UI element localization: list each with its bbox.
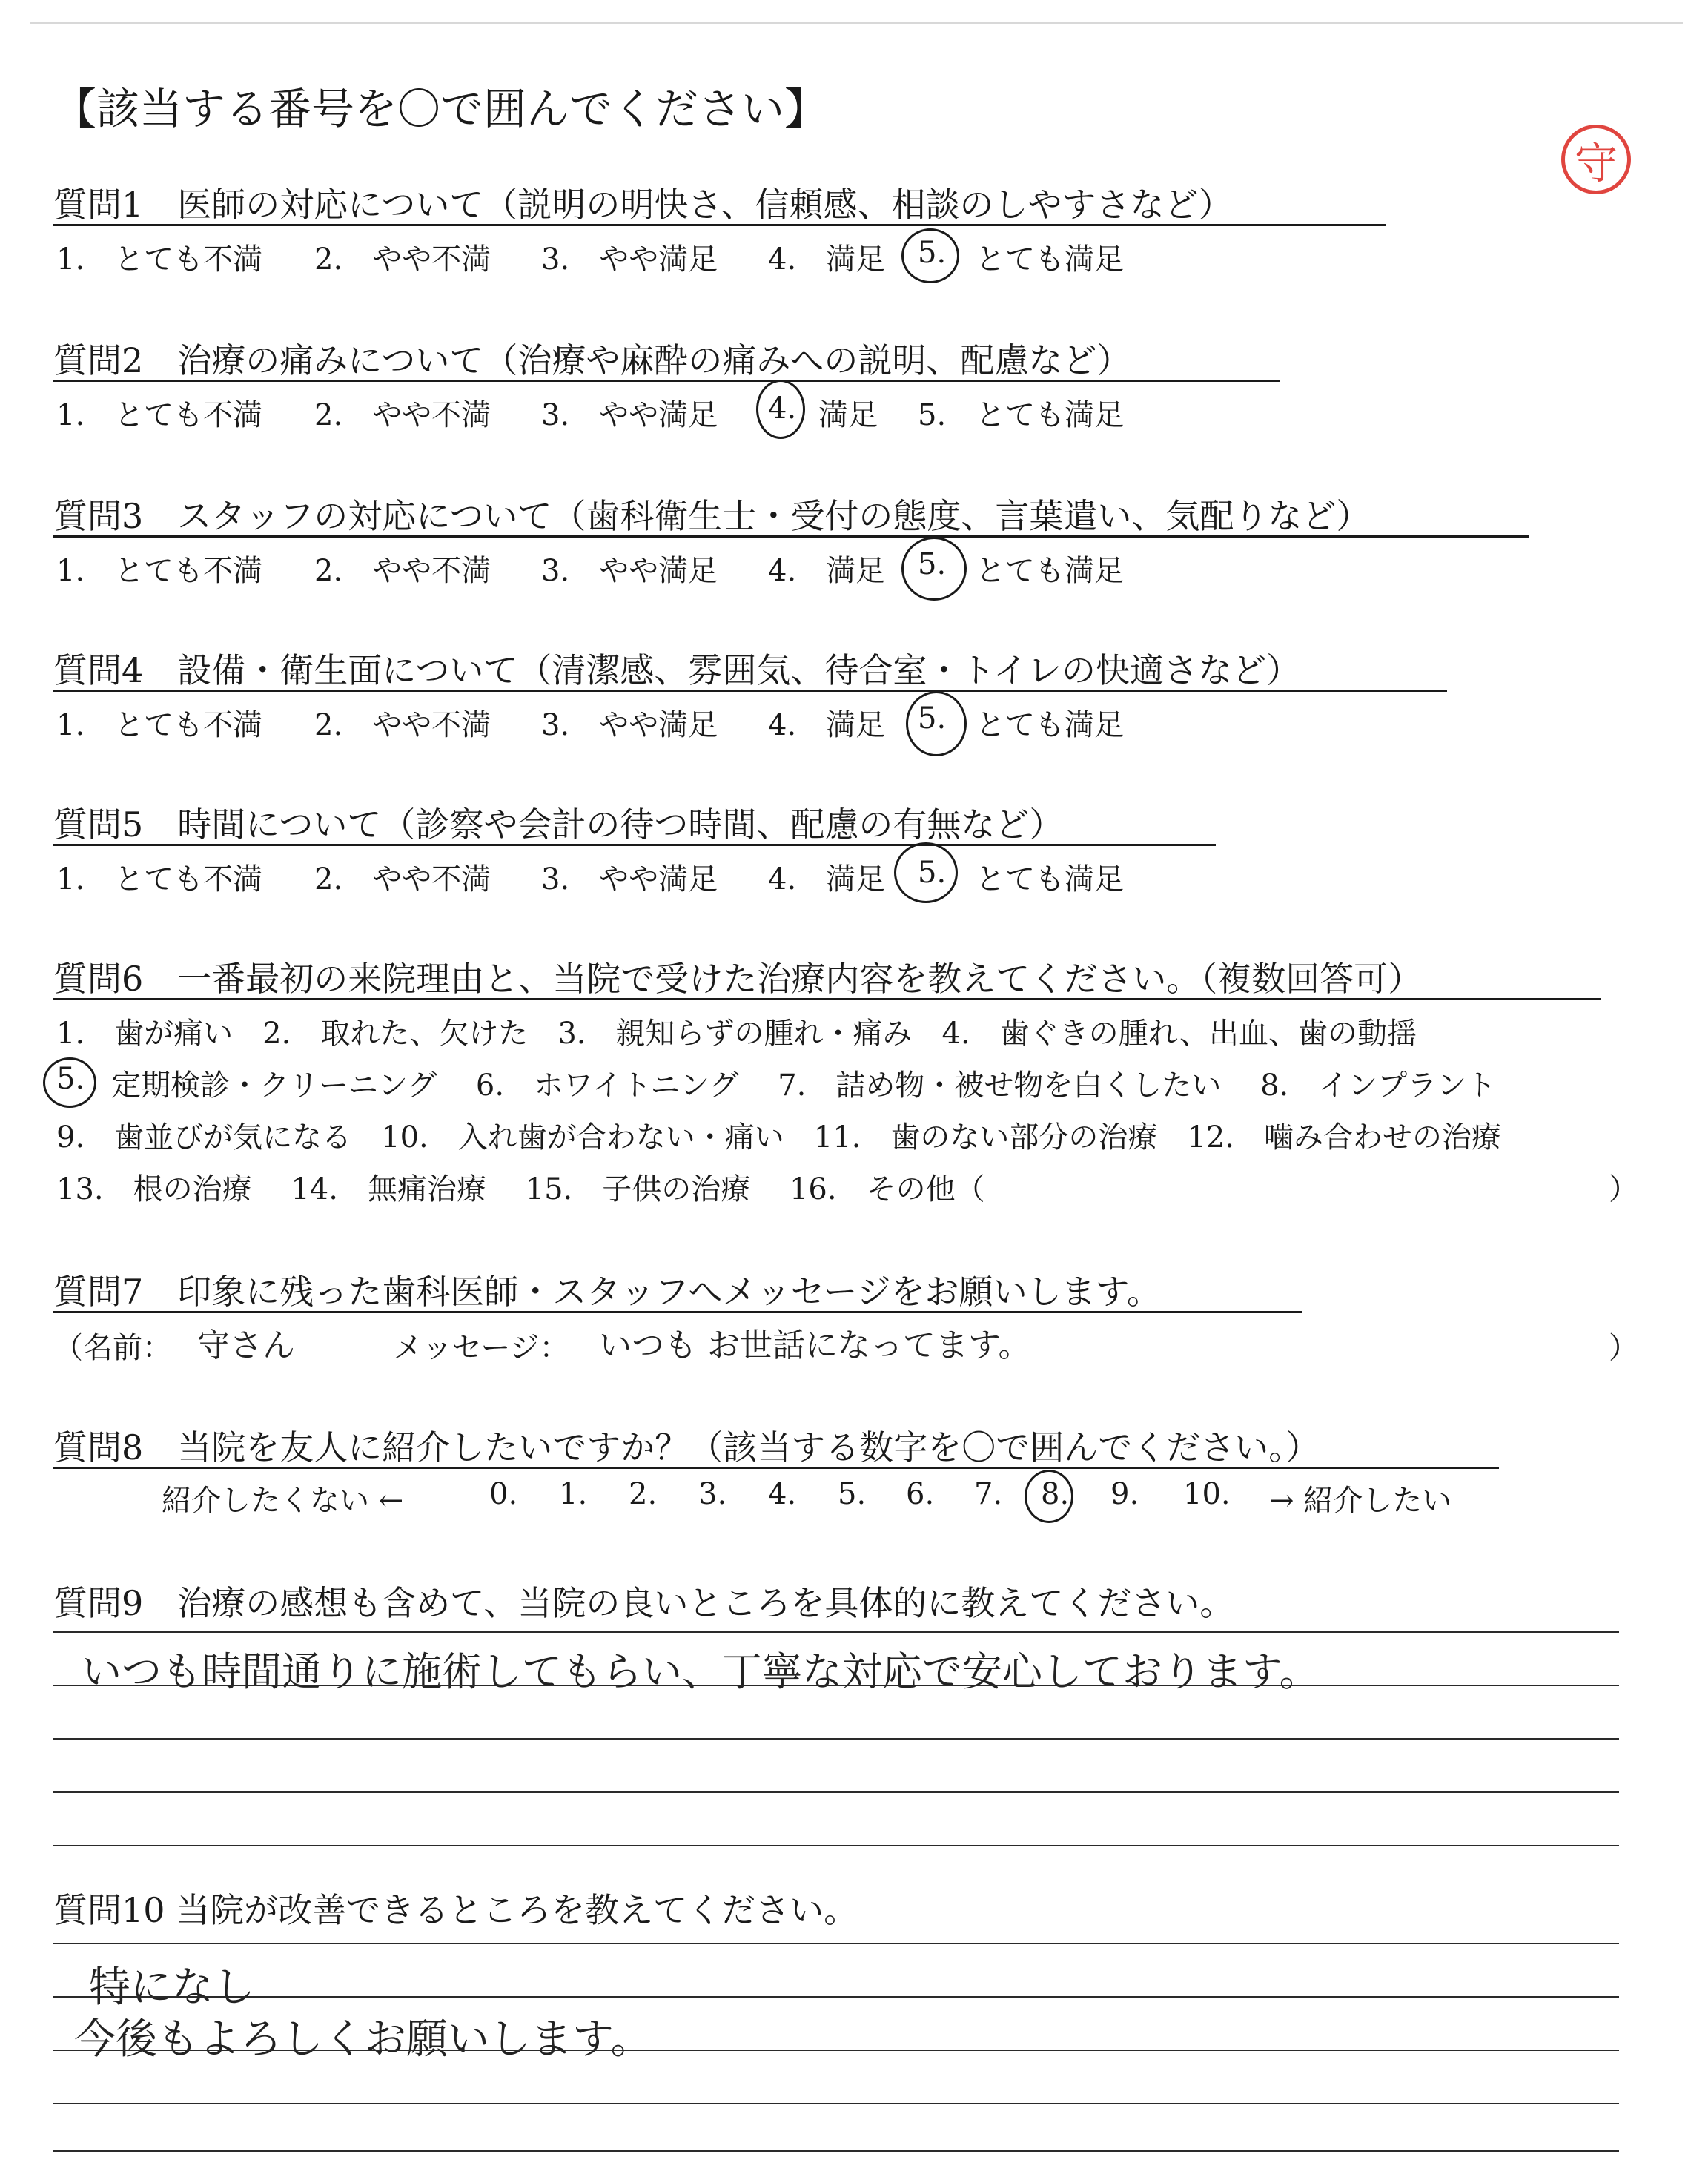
scale-7[interactable]: 7.	[974, 1477, 1003, 1511]
heading-underline	[53, 998, 1601, 1000]
scale-5[interactable]: 5.	[838, 1477, 867, 1511]
scale-1[interactable]: 1.	[559, 1477, 588, 1511]
writing-line	[53, 1631, 1619, 1633]
option-5-label: とても満足	[976, 554, 1124, 588]
option-4[interactable]: 4. 満足	[768, 554, 886, 588]
selected-answer-circle	[906, 691, 967, 756]
name-label: （名前：	[53, 1331, 172, 1365]
seal-stamp: 守	[1561, 125, 1631, 194]
scale-6[interactable]: 6.	[906, 1477, 935, 1511]
writing-line	[53, 1996, 1619, 1998]
question-heading: 質問9 治療の感想も含めて、当院の良いところを具体的に教えてください。	[53, 1583, 1234, 1623]
handwritten-answer-line-1[interactable]: 特になし	[89, 1964, 255, 2012]
option-4[interactable]: 4. 満足	[768, 242, 886, 277]
heading-underline	[53, 224, 1386, 226]
option-5-number[interactable]: 5.	[918, 701, 947, 736]
option-5-number[interactable]: 5.	[918, 856, 947, 890]
option-1[interactable]: 1. とても不満	[56, 242, 263, 277]
selected-answer-circle	[901, 537, 967, 601]
option-2[interactable]: 2. やや不満	[314, 708, 491, 742]
page-title: 【該当する番号を〇で囲んでください】	[53, 84, 828, 134]
handwritten-answer[interactable]: いつも時間通りに施術してもらい、丁寧な対応で安心しております。	[82, 1648, 1320, 1695]
option-3[interactable]: 3. やや満足	[541, 708, 718, 742]
question-heading: 質問4 設備・衛生面について（清潔感、雰囲気、待合室・トイレの快適さなど）	[53, 650, 1301, 690]
other-close-paren: ）	[1609, 1172, 1638, 1206]
selected-answer-circle	[1025, 1470, 1073, 1523]
selected-answer-circle	[901, 228, 959, 283]
option-1[interactable]: 1. とても不満	[56, 862, 263, 896]
selected-answer-circle	[756, 380, 805, 439]
writing-line	[53, 1738, 1619, 1740]
scale-right-label: → 紹介したい	[1269, 1484, 1452, 1518]
writing-line	[53, 2050, 1619, 2051]
option-1[interactable]: 1. とても不満	[56, 398, 263, 432]
option-5-number[interactable]: 5.	[918, 236, 947, 270]
option-2[interactable]: 2. やや不満	[314, 554, 491, 588]
option-5-label: とても満足	[976, 708, 1124, 742]
scale-4[interactable]: 4.	[768, 1477, 797, 1511]
option-row-1[interactable]: 1. 歯が痛い 2. 取れた、欠けた 3. 親知らずの腫れ・痛み 4. 歯ぐきの腫れ、出血、歯の動揺	[56, 1017, 1417, 1051]
writing-line	[53, 2150, 1619, 2152]
question-heading: 質問7 印象に残った歯科医師・スタッフへメッセージをお願いします。	[53, 1272, 1161, 1312]
writing-line	[53, 1685, 1619, 1686]
option-5-label: とても満足	[976, 862, 1124, 896]
option-4-label: 満足	[818, 398, 878, 432]
question-heading: 質問2 治療の痛みについて（治療や麻酔の痛みへの説明、配慮など）	[53, 340, 1131, 380]
question-heading: 質問3 スタッフの対応について（歯科衛生士・受付の態度、言葉遣い、気配りなど）	[53, 496, 1371, 536]
option-4[interactable]: 4. 満足	[768, 862, 886, 896]
option-4[interactable]: 4. 満足	[768, 708, 886, 742]
heading-underline	[53, 1311, 1302, 1313]
scale-left-label: 紹介したくない ←	[162, 1484, 404, 1518]
scale-2[interactable]: 2.	[629, 1477, 658, 1511]
writing-line	[53, 1943, 1619, 1944]
message-label: メッセージ：	[393, 1331, 569, 1365]
option-3[interactable]: 3. やや満足	[541, 862, 718, 896]
writing-line	[53, 1845, 1619, 1846]
option-1[interactable]: 1. とても不満	[56, 708, 263, 742]
page-top-edge	[30, 22, 1683, 24]
option-1[interactable]: 1. とても不満	[56, 554, 263, 588]
option-row-2[interactable]: 定期検診・クリーニング 6. ホワイトニング 7. 詰め物・被せ物を白くしたい 8. インプラント	[111, 1069, 1497, 1103]
option-2[interactable]: 2. やや不満	[314, 398, 491, 432]
heading-underline	[53, 844, 1216, 846]
heading-underline	[53, 690, 1447, 692]
scale-10[interactable]: 10.	[1183, 1477, 1231, 1511]
heading-underline	[53, 535, 1529, 538]
option-5-number[interactable]: 5.	[56, 1062, 85, 1096]
option-row-4[interactable]: 13. 根の治療 14. 無痛治療 15. 子供の治療 16. その他（	[56, 1172, 985, 1206]
name-value[interactable]: 守さん	[197, 1327, 295, 1364]
selected-answer-circle	[894, 842, 958, 903]
option-5-label: とても満足	[976, 242, 1124, 277]
question-heading: 質問5 時間について（診察や会計の待つ時間、配慮の有無など）	[53, 805, 1064, 845]
question-heading: 質問8 当院を友人に紹介したいですか？（該当する数字を〇で囲んでください。）	[53, 1427, 1320, 1467]
writing-line	[53, 1791, 1619, 1793]
option-3[interactable]: 3. やや満足	[541, 242, 718, 277]
writing-line	[53, 2103, 1619, 2104]
handwritten-answer-line-2[interactable]: 今後もよろしくお願いします。	[74, 2015, 652, 2064]
message-value[interactable]: いつも お世話になってます。	[599, 1327, 1031, 1364]
option-3[interactable]: 3. やや満足	[541, 554, 718, 588]
option-2[interactable]: 2. やや不満	[314, 242, 491, 277]
selected-answer-circle	[43, 1057, 96, 1108]
heading-underline	[53, 380, 1280, 382]
scale-0[interactable]: 0.	[489, 1477, 518, 1511]
option-2[interactable]: 2. やや不満	[314, 862, 491, 896]
question-heading: 質問6 一番最初の来院理由と、当院で受けた治療内容を教えてください。（複数回答可）	[53, 959, 1423, 999]
option-5-number[interactable]: 5.	[918, 547, 947, 581]
question-heading: 質問10 当院が改善できるところを教えてください。	[53, 1890, 858, 1930]
option-3[interactable]: 3. やや満足	[541, 398, 718, 432]
message-close-paren: ）	[1609, 1331, 1638, 1365]
question-heading: 質問1 医師の対応について（説明の明快さ、信頼感、相談のしやすさなど）	[53, 185, 1233, 225]
option-5[interactable]: 5. とても満足	[918, 398, 1125, 432]
heading-underline	[53, 1467, 1499, 1469]
option-4-number[interactable]: 4.	[768, 392, 797, 426]
option-row-3[interactable]: 9. 歯並びが気になる 10. 入れ歯が合わない・痛い 11. 歯のない部分の治療 12. 噛み合わせの治療	[56, 1120, 1502, 1155]
scale-8[interactable]: 8.	[1041, 1477, 1070, 1511]
scale-9[interactable]: 9.	[1110, 1477, 1139, 1511]
scale-3[interactable]: 3.	[698, 1477, 727, 1511]
